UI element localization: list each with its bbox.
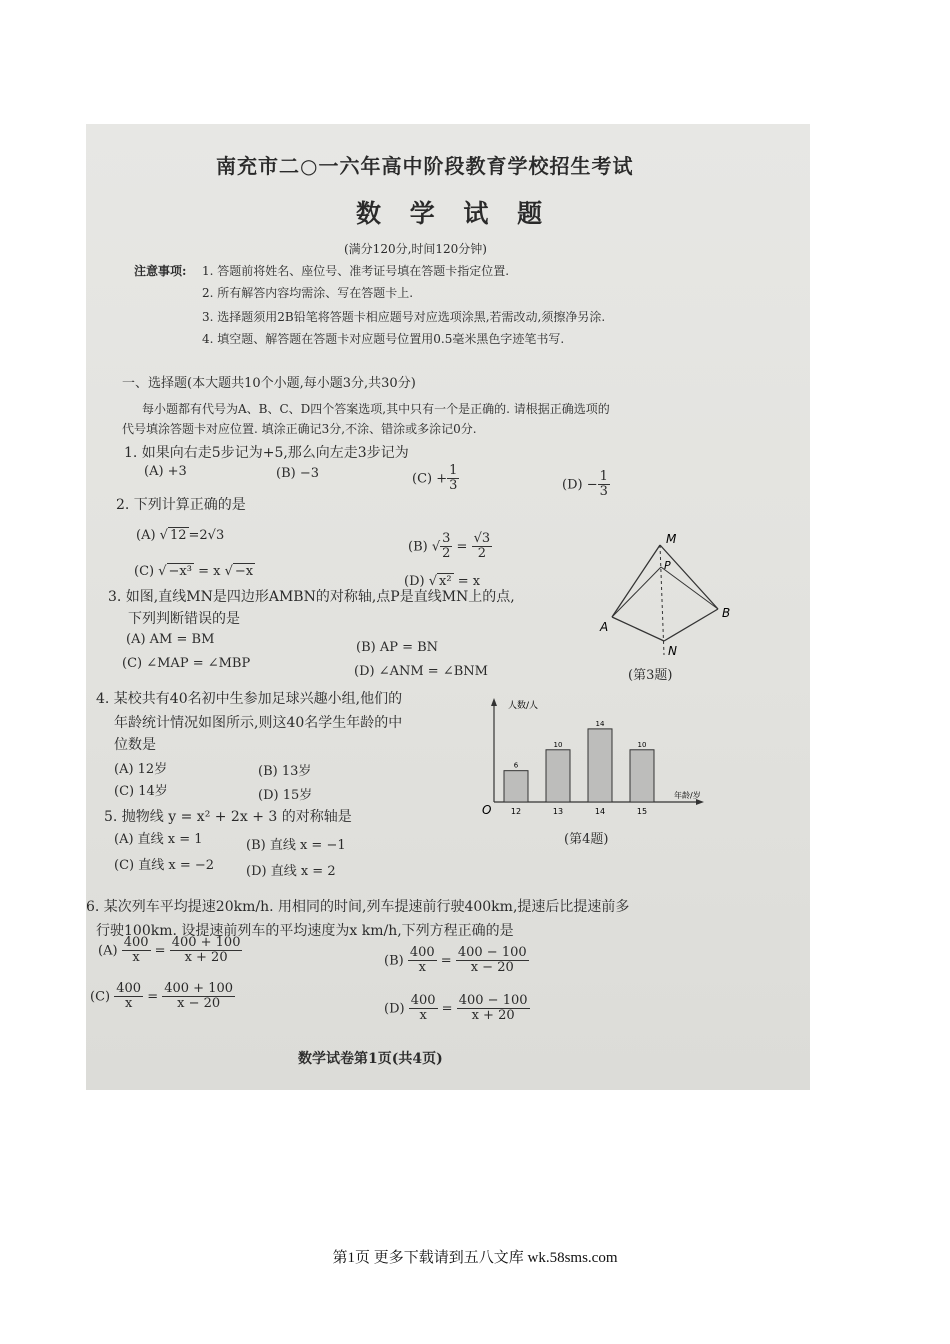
q3-caption: (第3题) [628,668,673,683]
q1-option-d: (D) − $\frac{1}{3}$ [562,469,608,500]
point-n-label: N [668,644,677,658]
point-p-label: P [664,559,671,572]
note-3: 3. 选择题须用2B铅笔将答题卡相应题号对应选项涂黑,若需改动,须擦净另涂. [202,310,606,324]
section1-instr-1: 每小题都有代号为A、B、C、D四个答案选项,其中只有一个是正确的. 请根据正确选项的 [142,402,610,416]
note-4: 4. 填空题、解答题在答题卡对应题号位置用0.5毫米黑色字迹笔书写. [202,332,565,346]
q4-stem-1: 4. 某校共有40名初中生参加足球兴趣小组,他们的 [96,691,403,707]
q2-option-b: (B) √ $\frac{3}{2}$ = $\frac{√3}{2}$ [408,531,491,562]
point-b-label: B [722,606,731,620]
point-m-label: M [666,532,677,546]
bar-value-label: 6 [513,761,519,770]
q6-stem-2: 行驶100km. 设提速前列车的平均速度为x km/h,下列方程正确的是 [96,923,514,939]
bar-value-label: 10 [637,740,647,749]
chart-y-label: 人数/人 [508,701,539,711]
q3-option-a: (A) AM = BM [126,632,215,647]
q5-option-c: (C) 直线 x = −2 [114,858,215,873]
q5-stem: 5. 抛物线 y = x² + 2x + 3 的对称轴是 [104,809,352,825]
exam-page-number: 数学试卷第1页(共4页) [298,1051,443,1067]
q6-option-a: (A) $\frac{400}{x}$ = $\frac{400 + 100}{x + 20}$ [98,935,241,966]
q6-option-c: (C) $\frac{400}{x}$ = $\frac{400 + 100}{x - 20}$ [90,981,234,1012]
q4-option-a: (A) 12岁 [114,762,168,777]
segment-bn [664,609,718,641]
q1-option-c: (C) + $\frac{1}{3}$ [412,463,458,494]
point-a-label: A [600,620,609,634]
q3-option-d: (D) ∠ANM = ∠BNM [354,664,488,679]
q6-option-d: (D) $\frac{400}{x}$ = $\frac{400 - 100}{x + 20}$ [384,993,528,1024]
x-tick-label: 14 [594,807,606,816]
chart-y-axis-arrow [491,698,497,706]
q6-option-b: (B) $\frac{400}{x}$ = $\frac{400 - 100}{x - 20}$ [384,945,527,976]
q3-stem-1: 3. 如图,直线MN是四边形AMBN的对称轴,点P是直线MN上的点, [108,589,515,605]
q1-option-a: (A) +3 [144,464,187,479]
q5-option-a: (A) 直线 x = 1 [114,832,203,847]
segment-an [612,617,664,641]
notes-label: 注意事项: [134,264,187,278]
q4-caption: (第4题) [564,832,609,847]
bar-value-label: 14 [595,719,605,728]
q2-option-c: (C) √ −x³ = x √ −x [134,564,254,579]
q3-option-b: (B) AP = BN [356,640,439,655]
q1-stem: 1. 如果向右走5步记为+5,那么向左走3步记为 [124,445,409,461]
bar-15 [630,750,654,802]
q3-stem-2: 下列判断错误的是 [128,611,240,627]
exam-subtitle: 数 学 试 题 [356,199,553,228]
q4-option-b: (B) 13岁 [258,764,312,779]
q5-option-d: (D) 直线 x = 2 [246,864,336,879]
note-2: 2. 所有解答内容均需涂、写在答题卡上. [202,286,414,300]
q6-stem-1: 6. 某次列车平均提速20km/h. 用相同的时间,列车提速前行驶400km,提速后比提速前多 [86,899,630,915]
bar-value-label: 10 [553,740,563,749]
q2-option-a: (A) √ 12 =2√3 [136,528,225,543]
segment-bm [660,545,718,609]
chart-x-label: 年龄/岁 [674,791,701,800]
segment-am [612,545,660,617]
q2-stem: 2. 下列计算正确的是 [116,497,246,513]
q3-option-c: (C) ∠MAP = ∠MBP [122,656,251,671]
note-1: 1. 答题前将姓名、座位号、准考证号填在答题卡指定位置. [202,264,510,278]
q2-option-d: (D) √ x² = x [404,574,481,589]
segment-ap [612,567,661,617]
score-time: (满分120分,时间120分钟) [344,242,487,256]
exam-photo [86,124,810,1090]
bar-14 [588,729,612,802]
download-footer: 第1页 更多下载请到五八文库 wk.58sms.com [332,1250,618,1266]
section1-instr-2: 代号填涂答题卡对应位置. 填涂正确记3分,不涂、错涂或多涂记0分. [122,422,477,436]
q4-bar-chart [480,694,710,824]
exam-title: 南充市二○一六年高中阶段教育学校招生考试 [216,154,634,178]
bar-13 [546,750,570,802]
q1-option-b: (B) −3 [276,466,319,481]
q4-stem-3: 位数是 [114,737,156,753]
x-tick-label: 13 [552,807,564,816]
q4-option-c: (C) 14岁 [114,784,168,799]
bar-12 [504,771,528,802]
q5-option-b: (B) 直线 x = −1 [246,838,346,853]
x-tick-label: 12 [510,807,522,816]
section1-heading: 一、选择题(本大题共10个小题,每小题3分,共30分) [122,376,416,391]
q4-option-d: (D) 15岁 [258,788,313,803]
segment-bp [661,567,718,609]
x-tick-label: 15 [636,807,648,816]
q4-stem-2: 年龄统计情况如图所示,则这40名学生年龄的中 [114,715,403,731]
chart-origin: O [482,803,492,817]
